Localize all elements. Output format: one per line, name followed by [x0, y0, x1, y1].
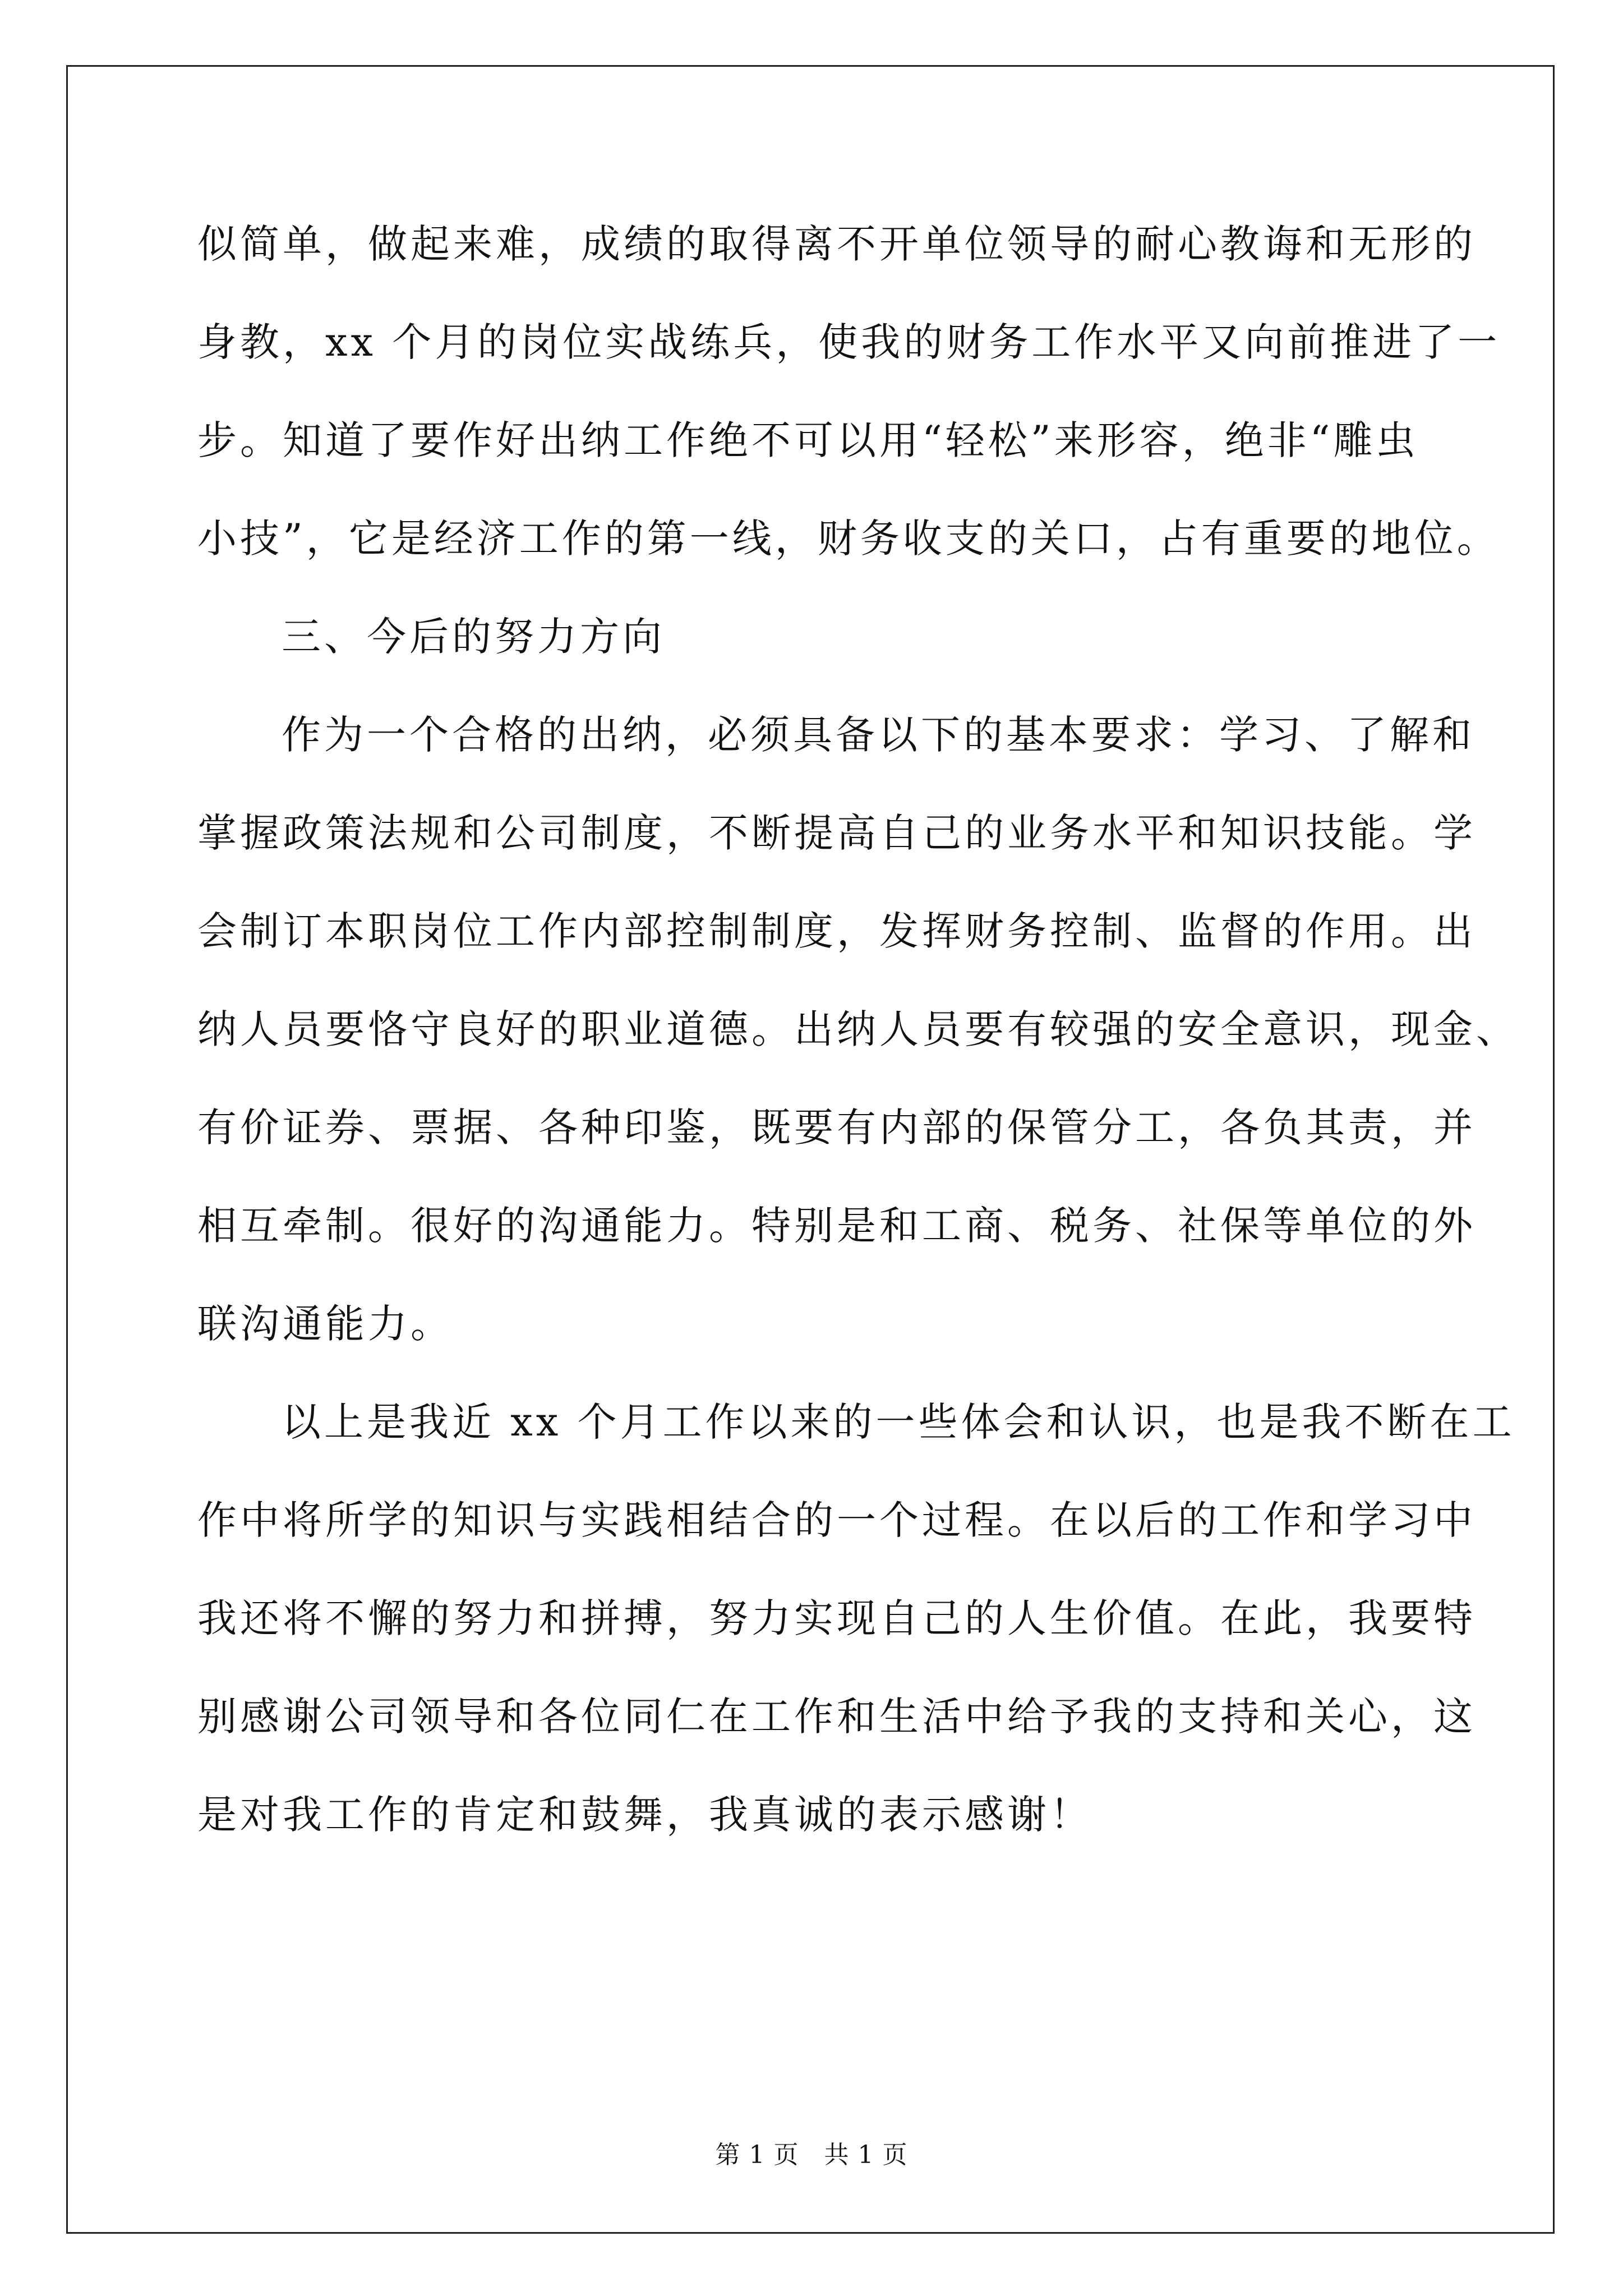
text-line: 我还将不懈的努力和拼搏，努力实现自己的人生价值。在此，我要特 [197, 1595, 1476, 1641]
text-line: 会制订本职岗位工作内部控制制度，发挥财务控制、监督的作用。出 [197, 908, 1476, 954]
text-line: 掌握政策法规和公司制度，不断提高自己的业务水平和知识技能。学 [197, 810, 1476, 856]
text-line: 似简单，做起来难，成绩的取得离不开单位领导的耐心教诲和无形的 [197, 221, 1476, 267]
text-line: 身教，xx 个月的岗位实战练兵，使我的财务工作水平又向前推进了一 [197, 319, 1501, 365]
page-number-footer: 第 1 页 共 1 页 [715, 2141, 908, 2169]
paragraph-start: 作为一个合格的出纳，必须具备以下的基本要求：学习、了解和 [282, 712, 1475, 758]
text-line: 联沟通能力。 [197, 1301, 453, 1347]
text-line: 作中将所学的知识与实践相结合的一个过程。在以后的工作和学习中 [197, 1497, 1476, 1543]
text-line: 小技”，它是经济工作的第一线，财务收支的关口，占有重要的地位。 [197, 516, 1500, 562]
text-line: 相互牵制。很好的沟通能力。特别是和工商、税务、社保等单位的外 [197, 1203, 1476, 1249]
text-line: 有价证券、票据、各种印鉴，既要有内部的保管分工，各负其责，并 [197, 1105, 1476, 1151]
text-line: 步。知道了要作好出纳工作绝不可以用“轻松”来形容，绝非“雕虫 [197, 417, 1419, 463]
paragraph-start: 以上是我近 xx 个月工作以来的一些体会和认识，也是我不断在工 [282, 1399, 1515, 1445]
text-line: 别感谢公司领导和各位同仁在工作和生活中给予我的支持和关心，这 [197, 1694, 1476, 1740]
text-line: 是对我工作的肯定和鼓舞，我真诚的表示感谢！ [197, 1792, 1092, 1838]
text-line: 纳人员要恪守良好的职业道德。出纳人员要有较强的安全意识，现金、 [197, 1006, 1519, 1052]
section-heading: 三、今后的努力方向 [282, 614, 665, 660]
